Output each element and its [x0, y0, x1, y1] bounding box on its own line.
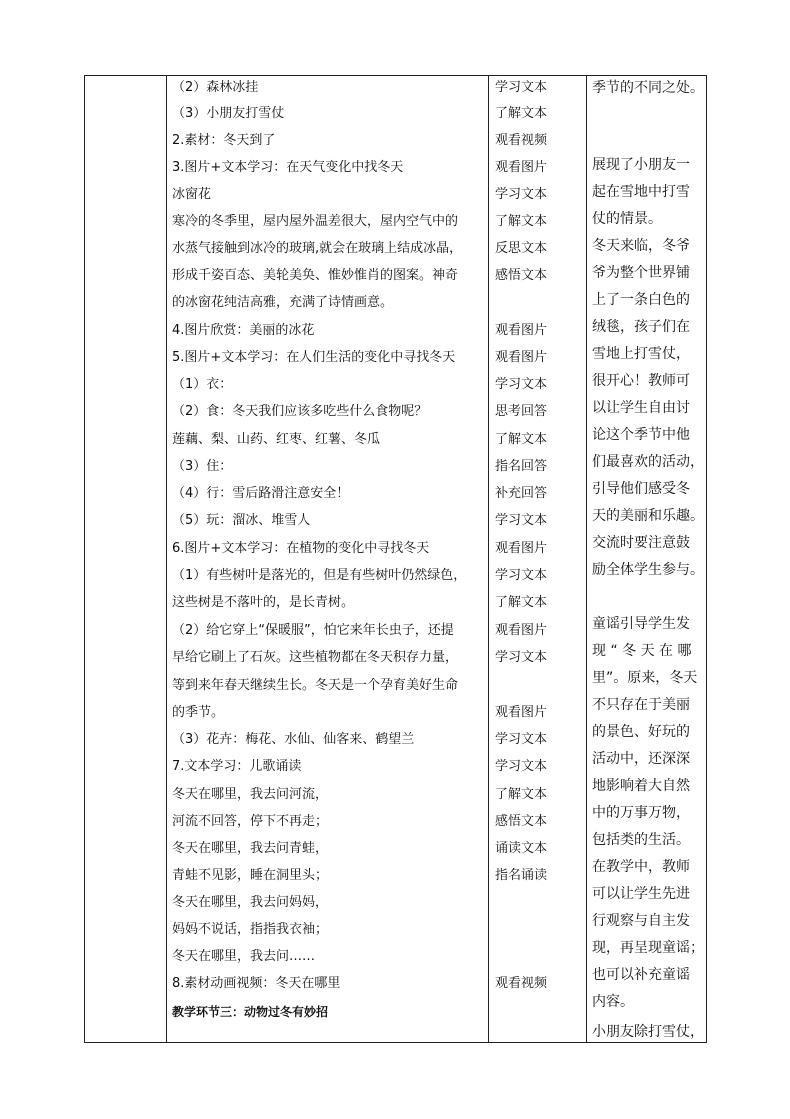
design-note-line-33: 小朋友除打雪仗，: [592, 1024, 704, 1040]
content-line-1: （2）森林冰挂: [172, 80, 259, 95]
design-note-line-16: 交流时要注意鼓: [592, 535, 690, 551]
activity-item-21: 学习文本: [495, 650, 548, 665]
content-line-19: （1）有些树叶是落光的，但是有些树叶仍然绿色，: [172, 568, 467, 583]
content-line-16: （4）行：雪后路滑注意安全！: [172, 486, 350, 501]
activity-item-23: 学习文本: [495, 732, 548, 747]
content-line-27: 冬天在哪里，我去问河流，: [172, 787, 329, 802]
table-bottom-border: [84, 1042, 707, 1043]
activity-item-3: 观看视频: [495, 133, 548, 148]
content-line-26: 7.文本学习：儿歌诵读: [172, 759, 302, 774]
content-line-11: 5.图片+文本学习：在人们生活的变化中寻找冬天: [172, 350, 456, 365]
design-note-line-14: 引导他们感受冬: [592, 481, 690, 497]
content-line-8: 形成千姿百态、美轮美奂、惟妙惟肖的图案。神奇: [172, 268, 459, 283]
table-border-left: [84, 75, 85, 1043]
activity-item-14: 指名回答: [495, 459, 548, 474]
activity-item-27: 诵读文本: [495, 841, 548, 856]
content-line-14: 莲藕、梨、山药、红枣、红薯、冬瓜: [172, 432, 381, 447]
content-line-23: 等到来年春天继续生长。冬天是一个孕育美好生命: [172, 678, 459, 693]
activity-item-13: 了解文本: [495, 432, 548, 447]
activity-item-25: 了解文本: [495, 787, 548, 802]
design-note-line-24: 地影响着大自然: [592, 778, 690, 794]
design-note-line-19: 现 “ 冬 天 在 哪: [592, 643, 692, 659]
activity-item-1: 学习文本: [495, 80, 548, 95]
table-border-col3: [586, 75, 587, 1043]
content-line-20: 这些树是不落叶的，是长青树。: [172, 595, 355, 610]
activity-item-8: 感悟文本: [495, 268, 548, 283]
content-line-34: 8.素材动画视频：冬天在哪里: [172, 976, 341, 991]
activity-item-4: 观看图片: [495, 160, 548, 175]
design-note-line-21: 不只存在于美丽: [592, 697, 690, 713]
activity-item-26: 感悟文本: [495, 814, 548, 829]
design-note-line-22: 的景色、好玩的: [592, 724, 690, 740]
content-line-12: （1）衣：: [172, 377, 233, 392]
design-note-line-25: 中的万事万物，: [592, 805, 690, 821]
activity-item-19: 了解文本: [495, 595, 548, 610]
table-top-border: [84, 75, 707, 76]
design-note-line-17: 励全体学生参与。: [592, 562, 704, 578]
content-line-32: 妈妈不说话，指指我衣袖；: [172, 922, 329, 937]
content-line-35: 教学环节三：动物过冬有妙招: [172, 1005, 329, 1019]
design-note-line-6: 爷为整个世界铺: [592, 265, 690, 281]
design-note-line-18: 童谣引导学生发: [592, 616, 690, 632]
activity-item-5: 学习文本: [495, 187, 548, 202]
design-note-line-5: 冬天来临，冬爷: [592, 238, 690, 254]
activity-item-15: 补充回答: [495, 486, 548, 501]
content-line-4: 3.图片+文本学习：在天气变化中找冬天: [172, 160, 404, 175]
content-line-2: （3）小朋友打雪仗: [172, 106, 285, 121]
content-line-21: （2）给它穿上“保暖服”，怕它来年长虫子，还提: [172, 623, 454, 638]
design-note-line-3: 起在雪地中打雪: [592, 184, 690, 200]
table-border-col1: [166, 75, 167, 1043]
design-note-line-7: 上了一条白色的: [592, 292, 690, 308]
content-line-15: （3）住：: [172, 459, 233, 474]
content-line-17: （5）玩：溜冰、堆雪人: [172, 513, 311, 528]
content-line-13: （2）食：冬天我们应该多吃些什么食物呢？: [172, 404, 428, 419]
design-note-line-30: 现，再呈现童谣；: [592, 940, 704, 956]
design-note-line-27: 在教学中，教师: [592, 859, 690, 875]
activity-item-22: 观看图片: [495, 705, 548, 720]
content-line-30: 青蛙不见影，睡在洞里头；: [172, 868, 329, 883]
design-note-line-8: 绒毯，孩子们在: [592, 319, 690, 335]
content-line-5: 冰窗花: [172, 187, 212, 202]
content-line-10: 4.图片欣赏：美丽的冰花: [172, 323, 315, 338]
activity-item-6: 了解文本: [495, 214, 548, 229]
activity-item-10: 观看图片: [495, 350, 548, 365]
activity-item-7: 反思文本: [495, 241, 548, 256]
content-line-7: 水蒸气接触到冰冷的玻璃,就会在玻璃上结成冰晶，: [172, 241, 463, 256]
activity-item-9: 观看图片: [495, 323, 548, 338]
content-line-9: 的冰窗花纯洁高雅，充满了诗情画意。: [172, 295, 394, 310]
activity-item-17: 观看图片: [495, 541, 548, 556]
content-line-28: 河流不回答，停下不再走；: [172, 814, 329, 829]
design-note-line-11: 以让学生自由讨: [592, 400, 690, 416]
design-note-line-13: 们最喜欢的活动，: [592, 454, 704, 470]
design-note-line-4: 仗的情景。: [592, 211, 662, 227]
content-line-29: 冬天在哪里，我去问青蛙，: [172, 841, 329, 856]
activity-item-2: 了解文本: [495, 106, 548, 121]
content-line-3: 2.素材：冬天到了: [172, 133, 276, 148]
activity-item-20: 观看图片: [495, 623, 548, 638]
activity-item-16: 学习文本: [495, 513, 548, 528]
content-line-6: 寒冷的冬季里，屋内屋外温差很大，屋内空气中的: [172, 214, 459, 229]
design-note-line-10: 很开心！教师可: [592, 373, 690, 389]
content-line-25: （3）花卉：梅花、水仙、仙客来、鹤望兰: [172, 732, 415, 747]
design-note-line-31: 也可以补充童谣: [592, 967, 690, 983]
design-note-line-23: 活动中，还深深: [592, 751, 690, 767]
content-line-22: 早给它刷上了石灰。这些植物都在冬天积存力量，: [172, 650, 459, 665]
design-note-line-15: 天的美丽和乐趣。: [592, 508, 704, 524]
design-note-line-12: 论这个季节中他: [592, 427, 690, 443]
activity-item-18: 学习文本: [495, 568, 548, 583]
design-note-line-2: 展现了小朋友一: [592, 157, 690, 173]
activity-item-12: 思考回答: [495, 404, 548, 419]
activity-item-24: 学习文本: [495, 759, 548, 774]
table-border-col2: [488, 75, 489, 1043]
activity-item-28: 指名诵读: [495, 868, 548, 883]
content-line-31: 冬天在哪里，我去问妈妈，: [172, 895, 329, 910]
design-note-line-29: 行观察与自主发: [592, 913, 690, 929]
design-note-line-9: 雪地上打雪仗，: [592, 346, 690, 362]
content-line-18: 6.图片+文本学习：在植物的变化中寻找冬天: [172, 541, 430, 556]
content-line-24: 的季节。: [172, 705, 225, 720]
design-note-line-28: 可以让学生先进: [592, 886, 690, 902]
design-note-line-26: 包括类的生活。: [592, 832, 690, 848]
activity-item-11: 学习文本: [495, 377, 548, 392]
design-note-line-32: 内容。: [592, 994, 634, 1010]
activity-item-29: 观看视频: [495, 976, 548, 991]
content-line-33: 冬天在哪里，我去问……: [172, 949, 316, 964]
design-note-line-20: 里”。原来，冬天: [592, 670, 698, 686]
table-border-right: [706, 75, 707, 1043]
design-note-line-1: 季节的不同之处。: [592, 80, 704, 96]
